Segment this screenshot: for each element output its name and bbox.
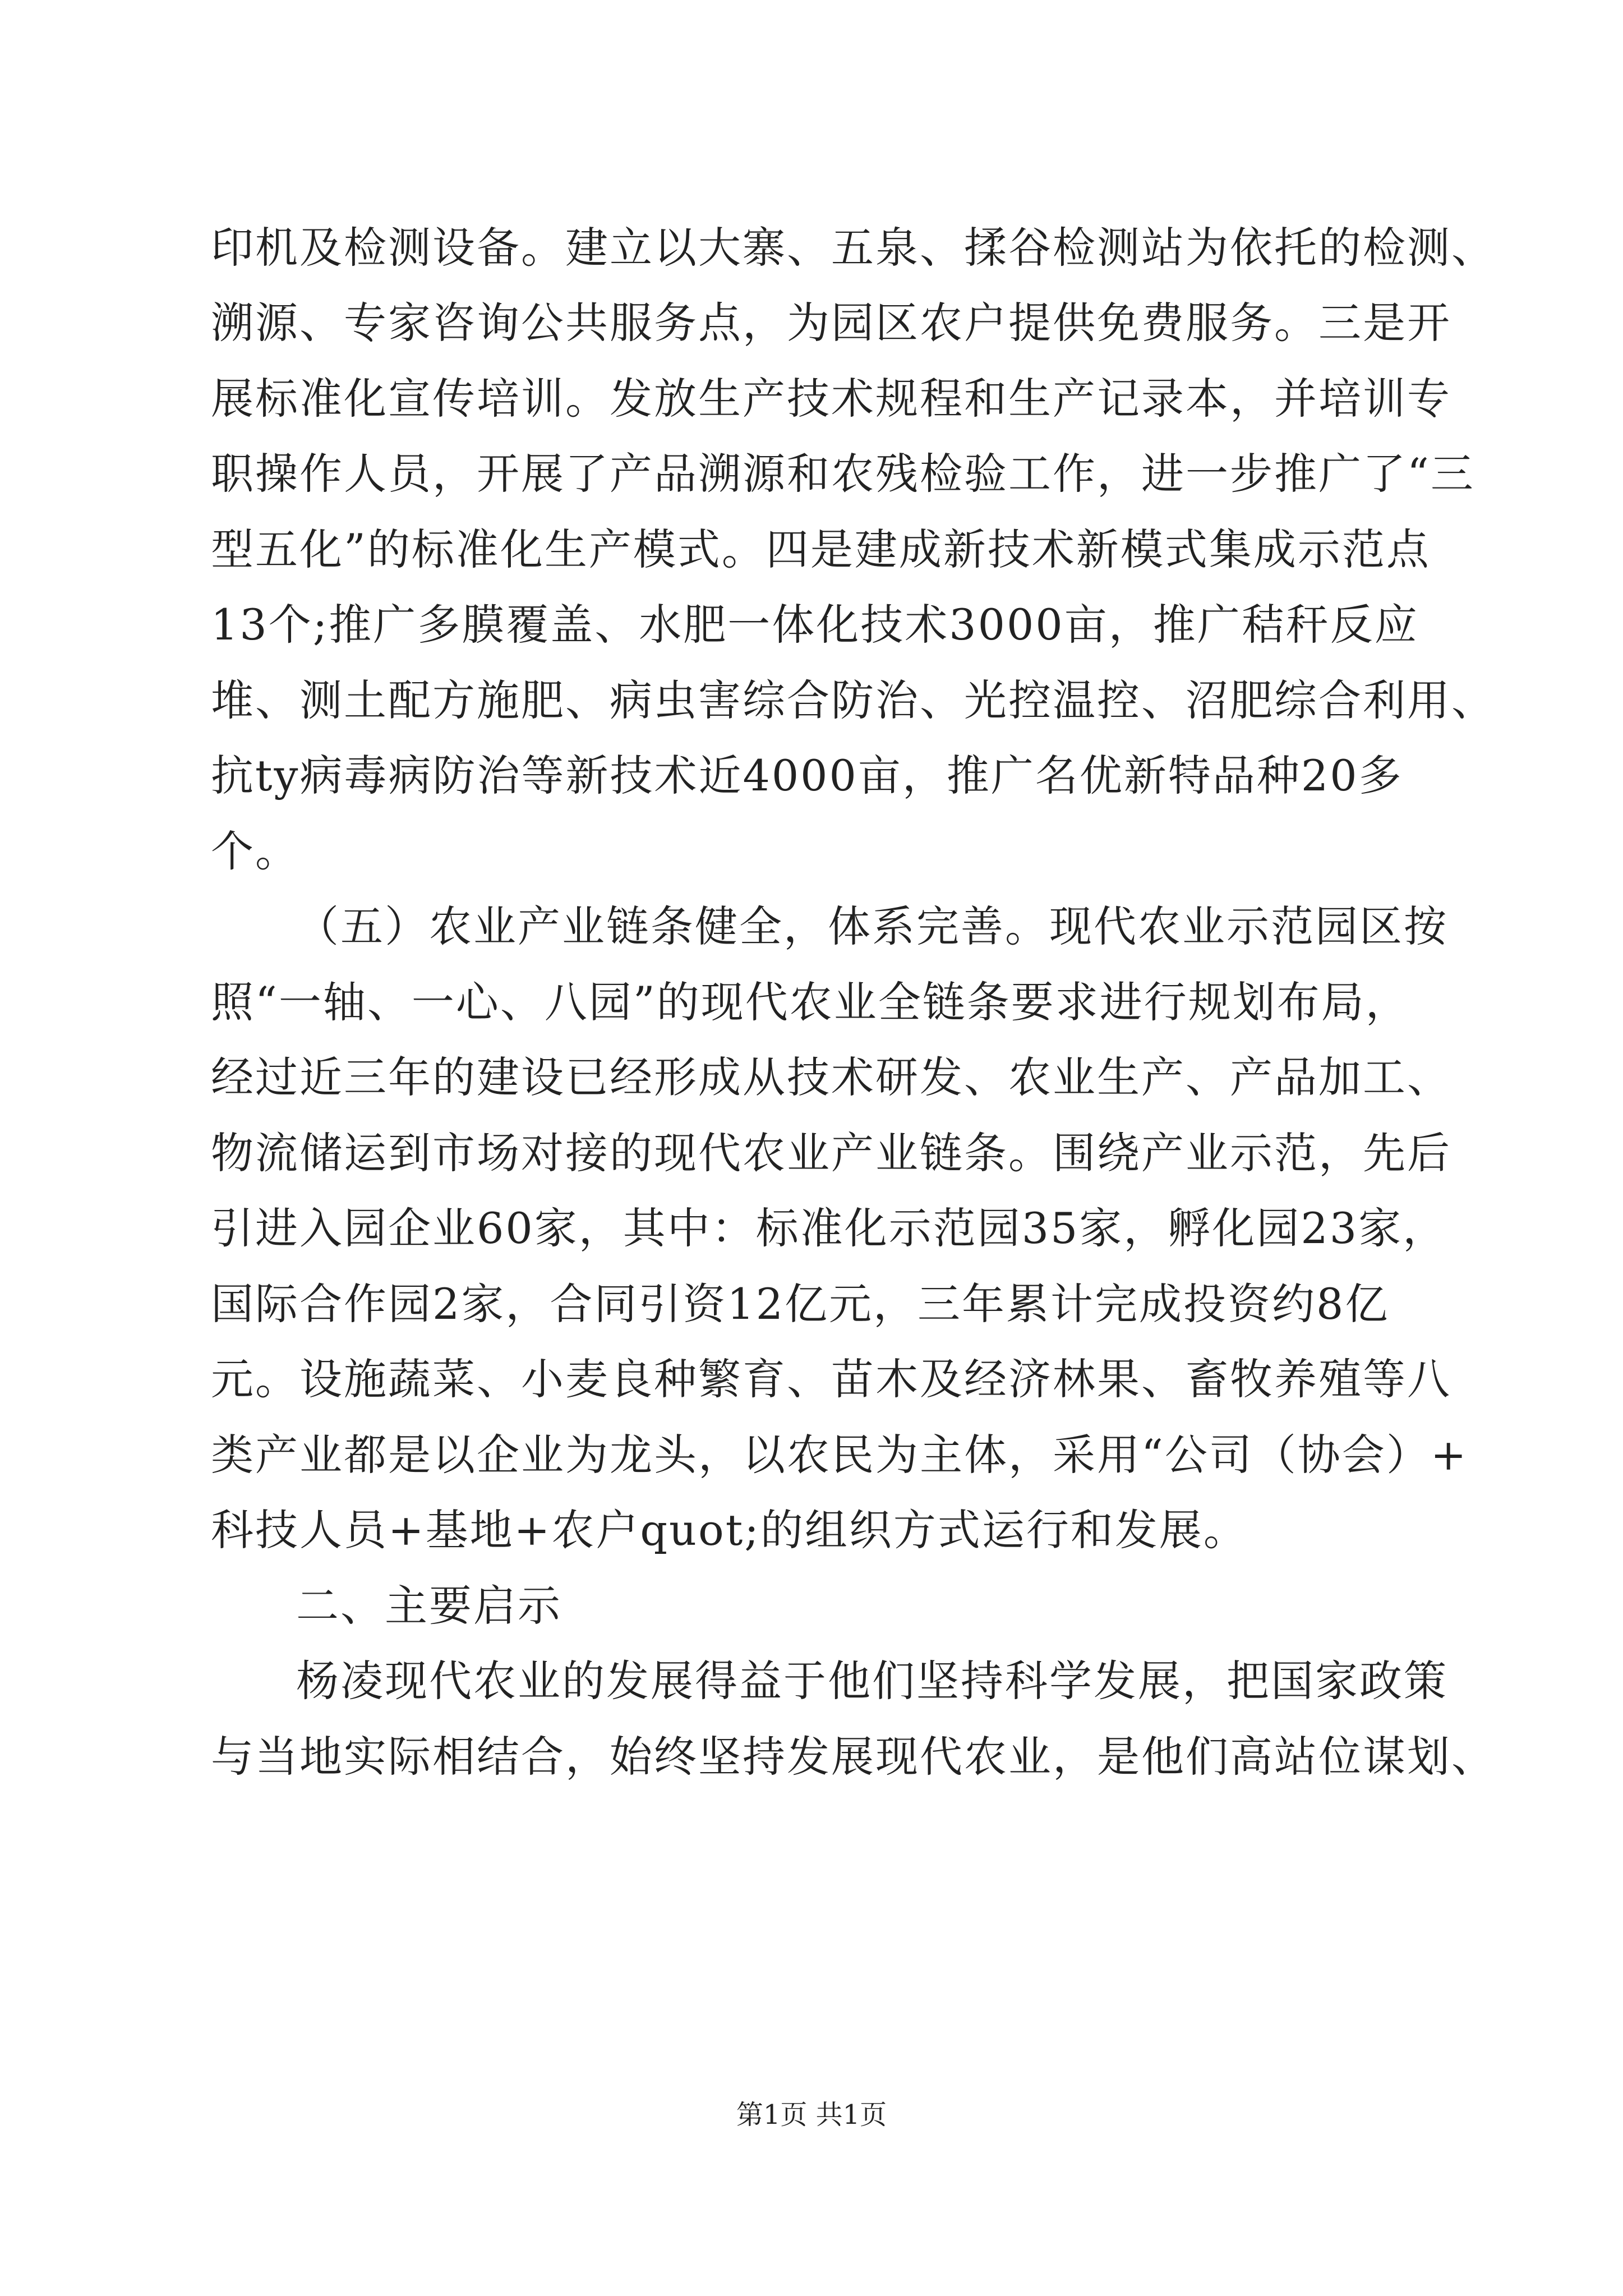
paragraph-first-line: （五）农业产业链条健全，体系完善。现代农业示范园区按 — [296, 901, 1448, 951]
text-line: 职操作人员，开展了产品溯源和农残检验工作，进一步推广了“三 — [211, 449, 1475, 499]
text-line: 印机及检测设备。建立以大寨、五泉、揉谷检测站为依托的检测、 — [211, 223, 1496, 273]
paragraph-first-line: 杨凌现代农业的发展得益于他们坚持科学发展，把国家政策 — [296, 1656, 1448, 1706]
text-line: 国际合作园2家，合同引资12亿元，三年累计完成投资约8亿 — [211, 1279, 1390, 1329]
text-line: 物流储运到市场对接的现代农业产业链条。围绕产业示范，先后 — [211, 1128, 1451, 1178]
text-line: 抗ty病毒病防治等新技术近4000亩，推广名优新特品种20多 — [211, 751, 1403, 800]
text-line: 引进入园企业60家，其中：标准化示范园35家，孵化园23家， — [211, 1203, 1447, 1253]
text-line: 型五化”的标准化生产模式。四是建成新技术新模式集成示范点 — [211, 524, 1431, 574]
text-line: 科技人员+基地+农户quot;的组织方式运行和发展。 — [211, 1505, 1248, 1555]
text-line: 照“一轴、一心、八园”的现代农业全链条要求进行规划布局， — [211, 977, 1410, 1027]
text-line: 展标准化宣传培训。发放生产技术规程和生产记录本，并培训专 — [211, 374, 1451, 424]
text-line: 堆、测土配方施肥、病虫害综合防治、光控温控、沼肥综合利用、 — [211, 675, 1496, 725]
text-line: 元。设施蔬菜、小麦良种繁育、苗木及经济林果、畜牧养殖等八 — [211, 1354, 1451, 1404]
text-line: 经过近三年的建设已经形成从技术研发、农业生产、产品加工、 — [211, 1052, 1451, 1102]
page-footer: 第1页 共1页 — [736, 2099, 887, 2131]
text-line: 溯源、专家咨询公共服务点，为园区农户提供免费服务。三是开 — [211, 298, 1451, 348]
text-line: 13个;推广多膜覆盖、水肥一体化技术3000亩，推广秸秆反应 — [211, 600, 1419, 650]
section-heading: 二、主要启示 — [296, 1581, 562, 1631]
text-line: 与当地实际相结合，始终坚持发展现代农业，是他们高站位谋划、 — [211, 1732, 1496, 1782]
text-line: 个。 — [211, 826, 299, 876]
text-line: 类产业都是以企业为龙头，以农民为主体，采用“公司（协会）+ — [211, 1430, 1468, 1480]
